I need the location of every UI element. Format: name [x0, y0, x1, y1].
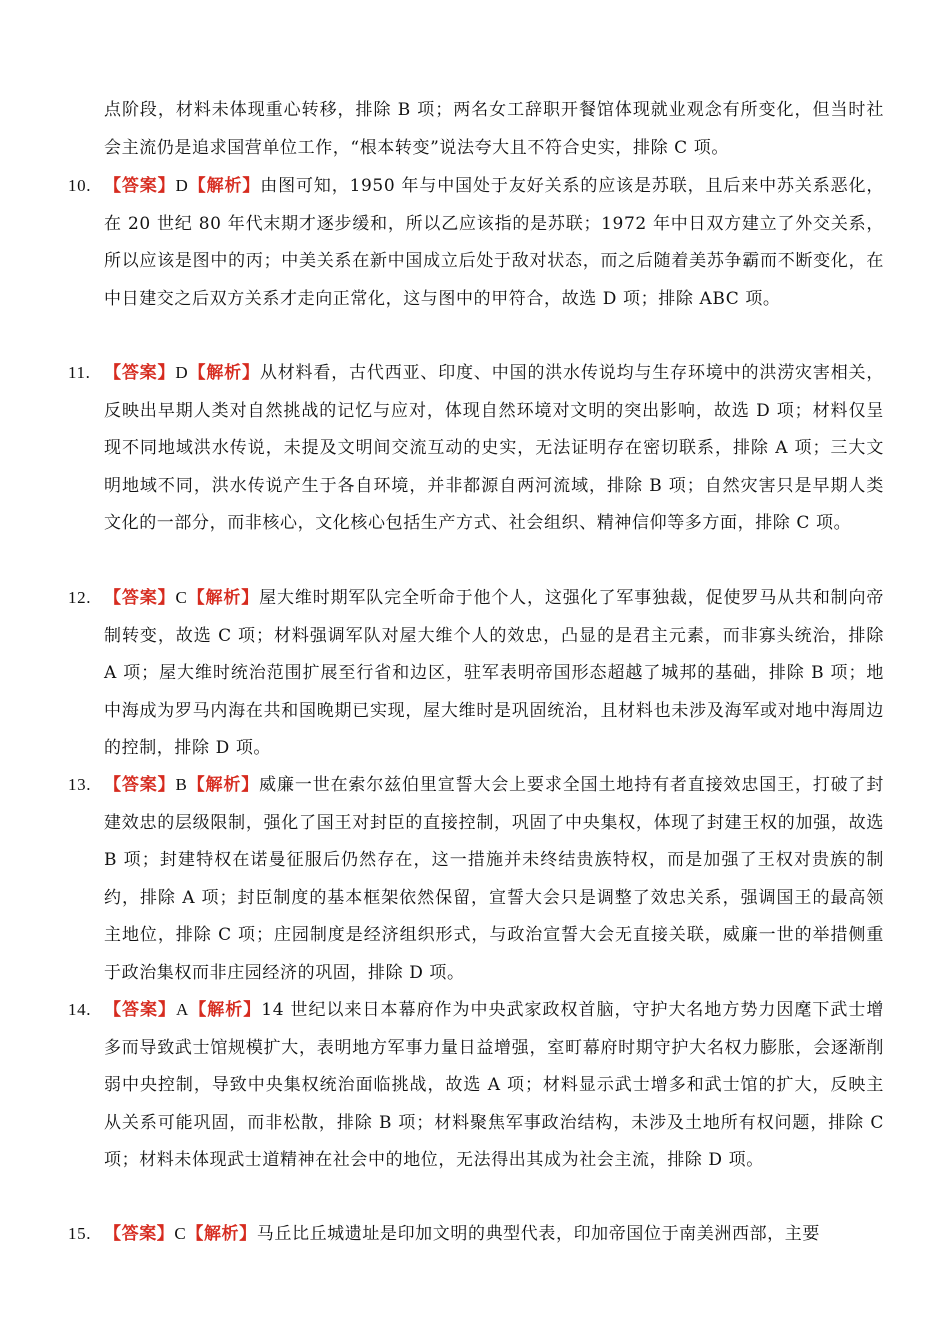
- item-number: 14.: [68, 1000, 92, 1019]
- answer-value: A: [176, 1000, 189, 1019]
- item-number: 13.: [68, 775, 92, 794]
- answer-label: 【答案】: [104, 1224, 175, 1244]
- analysis-label: 【解析】: [188, 1000, 262, 1020]
- answer-value: C: [174, 1224, 187, 1243]
- answer-value: B: [175, 775, 188, 794]
- answer-label: 【答案】: [104, 1000, 176, 1020]
- analysis-label: 【解析】: [188, 363, 260, 383]
- item-number: 12.: [68, 588, 92, 607]
- analysis-label: 【解析】: [188, 176, 261, 196]
- answer-label: 【答案】: [104, 588, 176, 608]
- answer-label: 【答案】: [104, 363, 176, 383]
- answer-item-14: [68, 991, 884, 1180]
- item-number: 10.: [68, 176, 92, 195]
- answer-label: 【答案】: [104, 775, 176, 795]
- analysis-label: 【解析】: [186, 1224, 257, 1244]
- item-body: [104, 766, 884, 992]
- item-body: [104, 167, 884, 318]
- answer-item-13: [68, 766, 884, 992]
- analysis-label: 【解析】: [187, 588, 260, 608]
- answer-value: D: [175, 176, 189, 195]
- analysis-text: 从材料看，古代西亚、印度、中国的洪水传说均与生存环境中的洪涝灾害相关，反映出早期人类对自然挑战的记忆与应对，体现自然环境对文明的突出影响，故选 D 项；材料仅呈现不同地域洪水传说，未提及文明间交流互动的史实，无法证明存在密切联系，排除 A 项；三大文明地域不同，洪水传说产生于各自环境，并非都源自两河流域，排除 B 项；自然灾害只是早期人类文化的一部分，而非核心，文化核心包括生产方式、社会组织、精神信仰等多方面，排除 C 项。: [104, 363, 884, 533]
- analysis-text: 屋大维时期军队完全听命于他个人，这强化了军事独裁，促使罗马从共和制向帝制转变，故选 C 项；材料强调军队对屋大维个人的效忠，凸显的是君主元素，而非寡头统治，排除 A 项；屋大维时统治范围扩展至行省和边区，驻军表明帝国形态超越了城邦的基础，排除 B 项；地中海成为罗马内海在共和国晚期已实现，屋大维时是巩固统治，且材料也未涉及海军或对地中海周边的控制，排除 D 项。: [104, 588, 885, 758]
- item-number: 11.: [68, 363, 91, 382]
- analysis-text: 威廉一世在索尔兹伯里宣誓大会上要求全国土地持有者直接效忠国王，打破了封建效忠的层级限制，强化了国王对封臣的直接控制，巩固了中央集权，体现了封建王权的加强，故选 B 项；封建特权在诺曼征服后仍然存在，这一措施并未终结贵族特权，而是加强了王权对贵族的制约，排除 A 项；封臣制度的基本框架依然保留，宣誓大会只是调整了效忠关系，强调国王的最高领主地位，排除 C 项；庄园制度是经济组织形式，与政治宣誓大会无直接关联，威廉一世的举措侧重于政治集权而非庄园经济的巩固，排除 D 项。: [104, 775, 885, 983]
- item-number: 15.: [68, 1224, 92, 1243]
- continuation-text: 点阶段，材料未体现重心转移，排除 B 项；两名女工辞职开餐馆体现就业观念有所变化，但当时社会主流仍是追求国营单位工作，“根本转变”说法夸大且不符合史实，排除 C 项。: [104, 100, 884, 158]
- answer-value: D: [175, 363, 189, 382]
- analysis-text: 马丘比丘城遗址是印加文明的典型代表，印加帝国位于南美洲西部，主要: [256, 1224, 820, 1244]
- item-body: [104, 991, 884, 1180]
- item-body: [104, 354, 884, 543]
- analysis-text: 由图可知，1950 年与中国处于友好关系的应该是苏联，且后来中苏关系恶化，在 20 世纪 80 年代末期才逐步缓和，所以乙应该指的是苏联；1972 年中日双方建立了外交关系，所以应该是图中的丙；中美关系在新中国成立后处于敌对状态，而之后随着美苏争霸而不断变化，在中日建交之后双方关系才走向正常化，这与图中的甲符合，故选 D 项；排除 ABC 项。: [104, 176, 884, 309]
- analysis-label: 【解析】: [187, 775, 260, 795]
- continuation-paragraph: [104, 92, 884, 167]
- answer-item-10: [68, 167, 884, 318]
- answer-label: 【答案】: [104, 176, 176, 196]
- answer-value: C: [175, 588, 188, 607]
- analysis-text: 14 世纪以来日本幕府作为中央武家政权首脑，守护大名地方势力因麾下武士增多而导致武士馆规模扩大，表明地方军事力量日益增强，室町幕府时期守护大名权力膨胀，会逐渐削弱中央控制，导致中央集权统治面临挑战，故选 A 项；材料显示武士增多和武士馆的扩大，反映主从关系可能巩固，而非松散，排除 B 项；材料聚焦军事政治结构，未涉及土地所有权问题，排除 C 项；材料未体现武士道精神在社会中的地位，无法得出其成为社会主流，排除 D 项。: [104, 1000, 885, 1170]
- answer-item-11: [68, 354, 884, 543]
- answer-item-12: [68, 579, 884, 768]
- item-body: [104, 579, 884, 768]
- item-body: [104, 1215, 884, 1254]
- answer-item-15: [68, 1215, 884, 1254]
